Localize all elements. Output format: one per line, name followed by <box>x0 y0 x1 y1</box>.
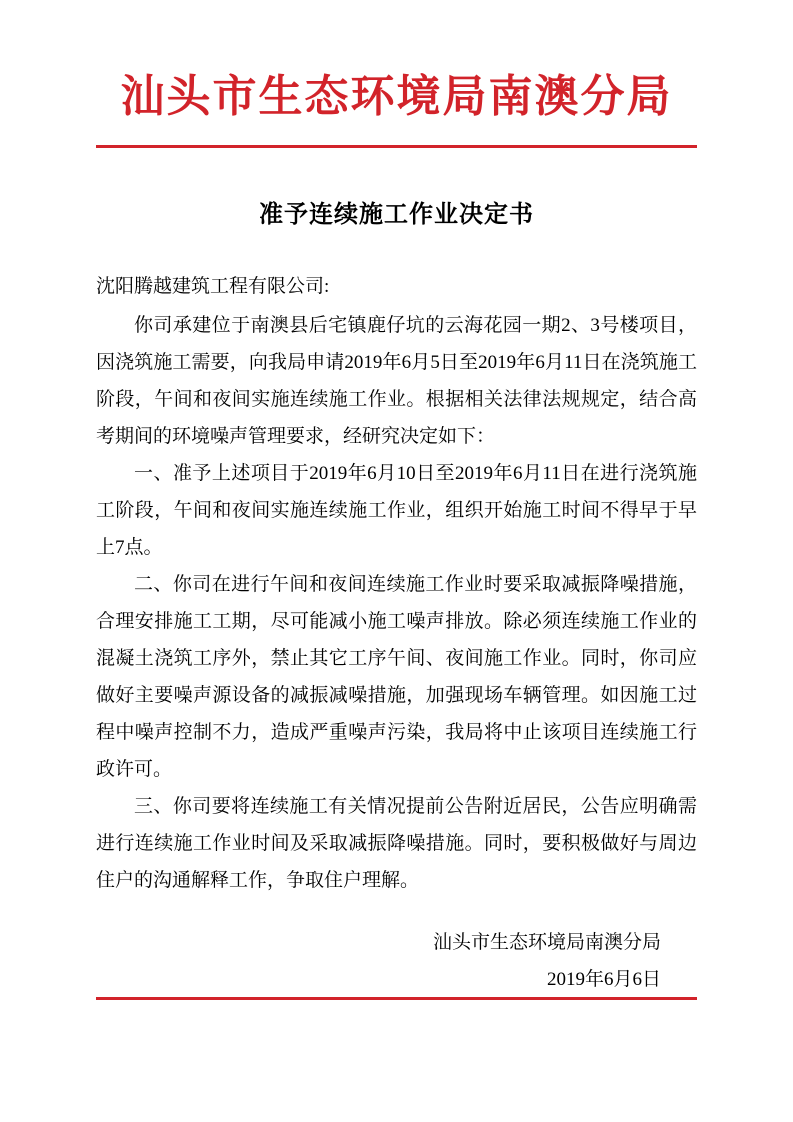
body-paragraph-2: 一、准予上述项目于2019年6月10日至2019年6月11日在进行浇筑施工阶段，午间和夜间实施连续施工作业，组织开始施工时间不得早于早上7点。 <box>96 462 697 558</box>
document-title: 准予连续施工作业决定书 <box>259 201 534 228</box>
recipient-line: 沈阳腾越建筑工程有限公司: <box>96 275 330 297</box>
masthead <box>96 0 697 148</box>
issuing-authority-title: 汕头市生态环境局南澳分局 <box>120 72 673 121</box>
masthead-divider <box>96 145 697 148</box>
footer-divider <box>96 997 697 1000</box>
body-paragraph-1: 你司承建位于南澳县后宅镇鹿仔坑的云海花园一期2、3号楼项目，因浇筑施工需要，向我局申请2019年6月5日至2019年6月11日在浇筑施工阶段，午间和夜间实施连续施工作业。根据相关法律法规规定，结合高考期间的环境噪声管理要求，经研究决定如下： <box>96 314 697 447</box>
signature-block <box>96 925 697 997</box>
signature-date: 2019年6月6日 <box>546 968 661 990</box>
body-paragraph-3: 二、你司在进行午间和夜间连续施工作业时要采取减振降噪措施，合理安排施工工期，尽可能减小施工噪声排放。除必须连续施工作业的混凝土浇筑工序外，禁止其它工序午间、夜间施工作业。同时，你司应做好主要噪声源设备的减振减噪措施，加强现场车辆管理。如因施工过程中噪声控制不力，造成严重噪声污染，我局将中止该项目连续施工行政许可。 <box>96 574 697 781</box>
body-paragraph-4: 三、你司要将连续施工有关情况提前公告附近居民，公告应明确需进行连续施工作业时间及采取减振降噪措施。同时，要积极做好与周边住户的沟通解释工作，争取住户理解。 <box>96 796 697 892</box>
signature-issuer: 汕头市生态环境局南澳分局 <box>432 932 661 954</box>
